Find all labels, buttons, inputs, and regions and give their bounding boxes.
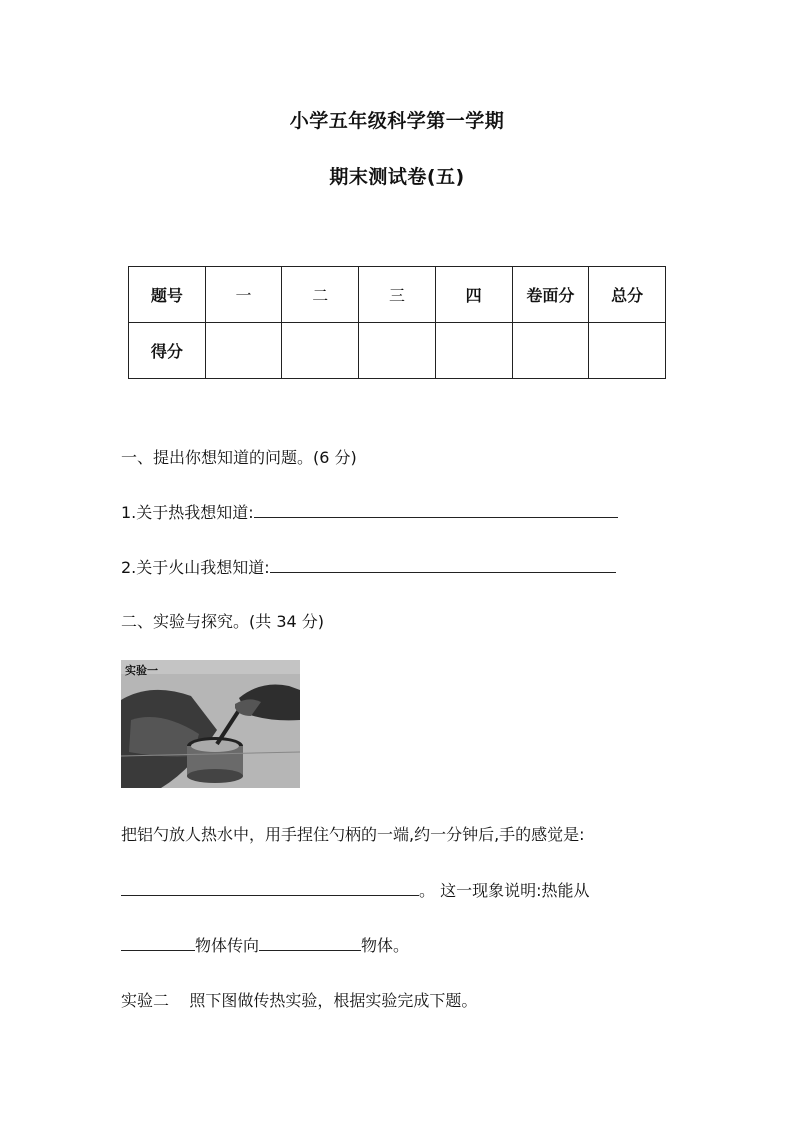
experiment1-mid-text: 。 这一现象说明:热能从: [419, 881, 590, 900]
score-header-cell: 题号: [129, 267, 206, 323]
photo-label: 实验一: [125, 664, 158, 677]
answer-blank-3[interactable]: [121, 879, 419, 896]
page-title: 小学五年级科学第一学期: [289, 110, 505, 132]
score-cell[interactable]: [589, 323, 666, 379]
section1-heading: 一、提出你想知道的问题。(6 分): [121, 448, 357, 467]
question-1: [121, 500, 618, 523]
experiment1-text: 把铝勺放人热水中，用手捏住勺柄的一端,约一分钟后,手的感觉是:: [121, 825, 585, 844]
score-table: [128, 266, 666, 379]
experiment-photo-illustration: [121, 660, 300, 788]
experiment1-part2-text: 物体传向: [195, 936, 260, 955]
score-header-cell: 卷面分: [512, 267, 589, 323]
answer-blank-5[interactable]: [259, 934, 361, 951]
section2-heading: 二、实验与探究。(共 34 分): [121, 612, 325, 631]
experiment2-text: 实验二 照下图做传热实验，根据实验完成下题。: [121, 991, 478, 1010]
score-cell[interactable]: [282, 323, 359, 379]
score-cell[interactable]: [359, 323, 436, 379]
answer-blank-4[interactable]: [121, 934, 195, 951]
score-table-header-row: [129, 267, 666, 323]
score-header-cell: 一: [205, 267, 282, 323]
page-subtitle: 期末测试卷(五): [329, 166, 465, 188]
question-1-text: 1.关于热我想知道:: [121, 503, 254, 522]
experiment1-part3-text: 物体。: [361, 936, 410, 955]
score-row-label: 得分: [129, 323, 206, 379]
answer-blank-2[interactable]: [270, 556, 616, 573]
score-cell[interactable]: [205, 323, 282, 379]
question-2-text: 2.关于火山我想知道:: [121, 558, 270, 577]
experiment1-answer-line: [121, 878, 589, 901]
answer-blank-1[interactable]: [254, 501, 618, 518]
score-header-cell: 三: [359, 267, 436, 323]
score-cell[interactable]: [512, 323, 589, 379]
experiment-photo: [121, 660, 300, 788]
experiment1-heat-line: [121, 933, 409, 956]
score-header-cell: 总分: [589, 267, 666, 323]
score-header-cell: 四: [435, 267, 512, 323]
question-2: [121, 555, 616, 578]
score-cell[interactable]: [435, 323, 512, 379]
score-table-score-row: [129, 323, 666, 379]
score-header-cell: 二: [282, 267, 359, 323]
